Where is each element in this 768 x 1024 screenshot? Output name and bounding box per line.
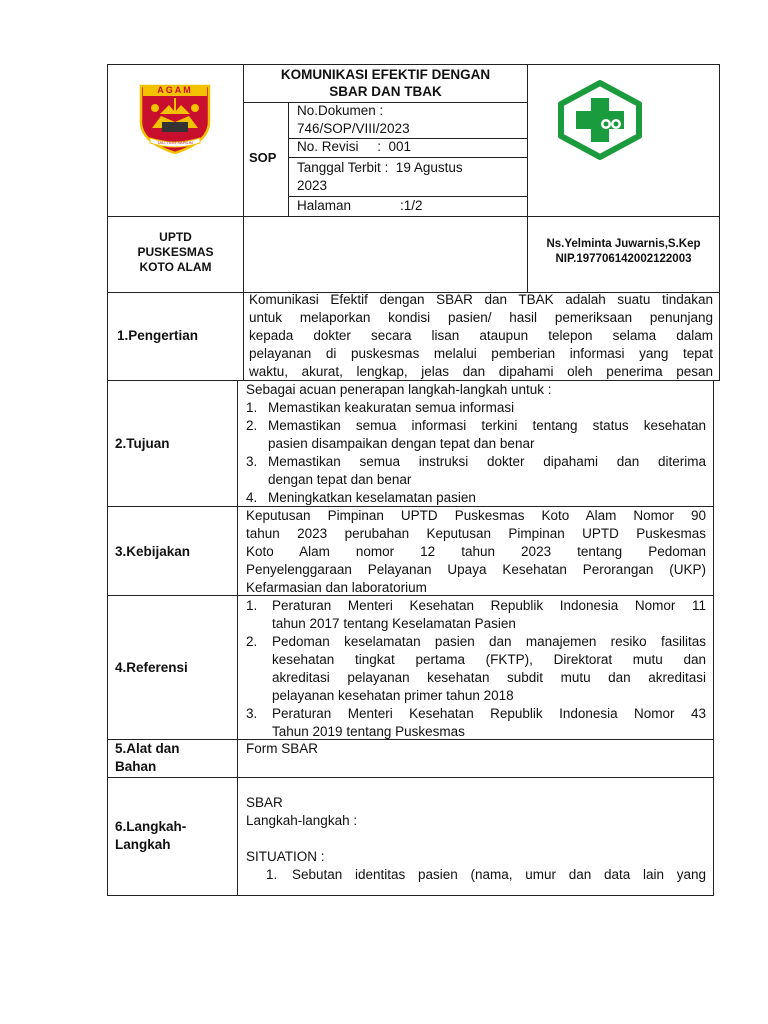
page-title-line1: KOMUNIKASI EFEKTIF DENGAN: [280, 67, 491, 82]
referensi-item-2-line-1: Pedoman keselamatan pasien dan manajemen resiko fasilitas: [272, 634, 706, 649]
langkah-situation: SITUATION :: [246, 849, 325, 864]
issue-date: [297, 159, 463, 195]
signer-name: Ns.Yelminta Juwarnis,S.Kep: [546, 238, 701, 250]
signer-block: [527, 237, 720, 267]
referensi-item-2-line-3: akreditasi pelayanan kesehatan subdit mutu dan akreditasi: [272, 670, 706, 685]
tujuan-item-4: [246, 489, 706, 507]
langkah-step-1: [246, 866, 706, 884]
referensi-item-3-line-2: Tahun 2019 tentang Puskesmas: [272, 724, 465, 739]
pengertian-line-4: pelayanan di puskesmas melalui pemberian informasi yang tepat: [249, 346, 713, 361]
referensi-item-1-num: 1.: [246, 598, 258, 613]
tujuan-item-2-line-1: Memastikan semua informasi terkini tentang status kesehatan: [268, 418, 706, 433]
referensi-item-2: [246, 633, 706, 705]
tujuan-label: 2.Tujuan: [115, 436, 170, 451]
issue-date-line1: Tanggal Terbit : 19 Agustus: [297, 160, 463, 175]
page-title-line2: SBAR DAN TBAK: [329, 84, 442, 99]
organization-name: [107, 230, 244, 275]
pengertian-label: 1.Pengertian: [117, 328, 199, 343]
referensi-item-1-line-1: Peraturan Menteri Kesehatan Republik Indonesia Nomor 11: [272, 598, 706, 613]
doc-number: [297, 102, 410, 138]
page-title: [243, 66, 528, 100]
tujuan-item-3-line-2: dengan tepat dan benar: [268, 472, 412, 487]
tujuan-item-3: [246, 453, 706, 489]
langkah-label: [115, 818, 186, 854]
referensi-label: 4.Referensi: [115, 660, 188, 675]
kebijakan-text: [246, 507, 706, 597]
tujuan-item-4-text: Meningkatkan keselamatan pasien: [268, 490, 476, 505]
alat-label-line2: Bahan: [115, 759, 157, 774]
pengertian-line-1: Komunikasi Efektif dengan SBAR dan TBAK adalah suatu tindakan: [249, 292, 713, 307]
pengertian-line-3: kepada dokter secara lisan ataupun telepon selama dalam: [249, 328, 713, 343]
kebijakan-line-5: Kefarmasian dan laboratorium: [246, 580, 427, 595]
langkah-label-line2: Langkah: [115, 837, 171, 852]
alat-label-line1: 5.Alat dan: [115, 741, 180, 756]
doc-number-label: No.Dokumen :: [297, 103, 384, 118]
tujuan-item-4-num: 4.: [246, 490, 258, 505]
page-number-label: Halaman: [297, 198, 352, 213]
pengertian-line-2: untuk melaporkan kondisi pasien/ hasil pemeriksaan penunjang: [249, 310, 713, 325]
referensi-item-1-line-2: tahun 2017 tentang Keselamatan Pasien: [272, 616, 516, 631]
doc-number-value: 746/SOP/VIII/2023: [297, 121, 410, 136]
header-blank-cell: [243, 216, 528, 293]
signer-nip: NIP.197706142002122003: [555, 253, 692, 265]
tujuan-item-3-line-1: Memastikan semua instruksi dokter dipahami dan diterima: [268, 454, 706, 469]
referensi-item-1: [246, 597, 706, 633]
referensi-item-3: [246, 705, 706, 741]
puskesmas-logo-icon: [557, 80, 643, 160]
puskesmas-logo: [557, 80, 643, 160]
agam-logo: [136, 82, 214, 154]
pengertian-line-5: waktu, akurat, lengkap, jelas dan dipahami oleh penerima pesan: [249, 364, 713, 379]
kebijakan-line-3: Koto Alam nomor 12 tahun 2023 tentang Pedoman: [246, 544, 706, 559]
langkah-subheading: Langkah-langkah :: [246, 813, 358, 828]
kebijakan-line-4: Penyelenggaraan Pelayanan Upaya Kesehatan Perorangan (UKP): [246, 562, 706, 577]
tujuan-item-1: [246, 399, 706, 417]
langkah-step-1-text: Sebutan identitas pasien (nama, umur dan data lain yang: [292, 867, 706, 882]
organization-line1: UPTD: [159, 230, 192, 244]
organization-line3: KOTO ALAM: [139, 260, 212, 274]
agam-ribbon-text: TALI TIGO SAPILIN: [157, 140, 193, 145]
referensi-item-2-num: 2.: [246, 634, 258, 649]
agam-banner-text: AGAM: [157, 85, 193, 95]
tujuan-item-3-num: 3.: [246, 454, 258, 469]
tujuan-intro: Sebagai acuan penerapan langkah-langkah untuk :: [246, 382, 552, 397]
revision-number: No. Revisi : 001: [297, 139, 412, 154]
alat-value: Form SBAR: [246, 741, 319, 756]
langkah-label-line1: 6.Langkah-: [115, 819, 187, 834]
tujuan-item-2: [246, 417, 706, 453]
issue-date-line2: 2023: [297, 178, 328, 193]
referensi-item-3-num: 3.: [246, 706, 258, 721]
referensi-item-2-line-2: kesehatan tingkat pertama (FKTP), Direktorat mutu dan: [272, 652, 706, 667]
page-number-value: :1/2: [400, 198, 423, 213]
langkah-content: [246, 794, 706, 884]
tujuan-item-2-num: 2.: [246, 418, 258, 433]
pengertian-text: [249, 291, 713, 381]
organization-line2: PUSKESMAS: [137, 245, 214, 259]
tujuan-item-1-num: 1.: [246, 400, 258, 415]
tujuan-content: [246, 381, 706, 507]
tujuan-item-1-text: Memastikan keakuratan semua informasi: [268, 400, 515, 415]
referensi-item-3-line-1: Peraturan Menteri Kesehatan Republik Indonesia Nomor 43: [272, 706, 706, 721]
kebijakan-line-2: tahun 2023 perubahan Keputusan Pimpinan UPTD Puskesmas: [246, 526, 706, 541]
langkah-heading: SBAR: [246, 795, 283, 810]
alat-label: [115, 740, 180, 776]
sop-label: SOP: [249, 150, 277, 165]
langkah-step-1-num: 1.: [266, 867, 278, 882]
referensi-item-2-line-4: pelayanan kesehatan primer tahun 2018: [272, 688, 514, 703]
kebijakan-label: 3.Kebijakan: [115, 544, 191, 559]
referensi-content: [246, 597, 706, 741]
tujuan-item-2-line-2: pasien disampaikan dengan tepat dan benar: [268, 436, 535, 451]
kebijakan-line-1: Keputusan Pimpinan UPTD Puskesmas Koto Alam Nomor 90: [246, 508, 706, 523]
